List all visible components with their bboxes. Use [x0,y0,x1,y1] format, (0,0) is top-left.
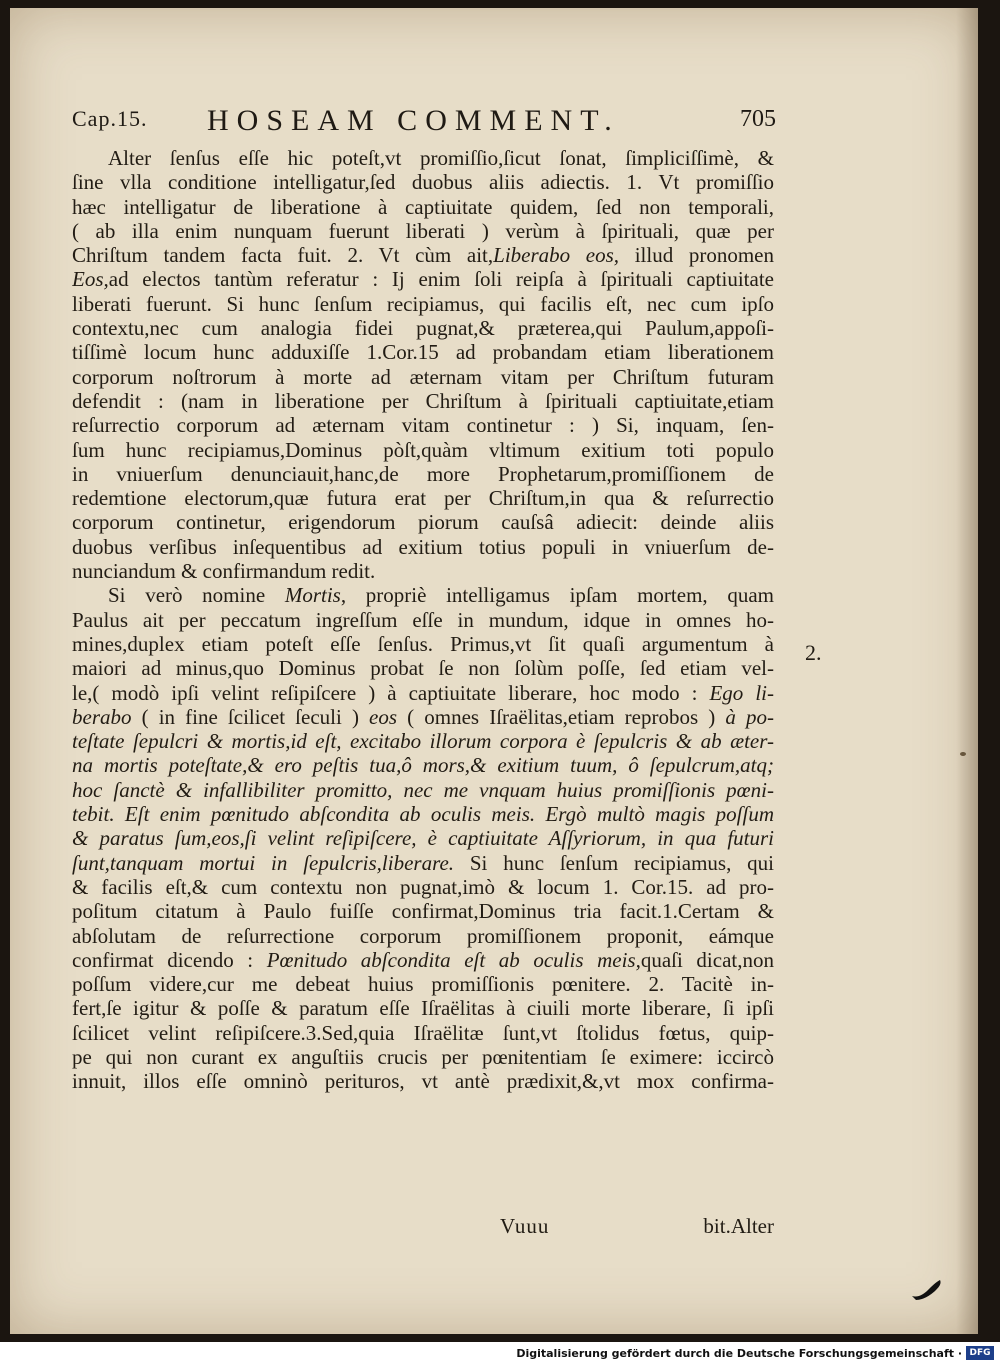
text-segment: ſcilicet velint reſipiſcere.3.Sed,quia Iſraëlitæ ſunt,vt ſtolidus fœtus, quip- [72,1020,774,1045]
text-segment: fert,ſe igitur & poſſe & paratum eſſe Iſraëlitas à ciuili morte liberare, ſi ipſi [72,996,774,1021]
text-segment: liberati fuerunt. Si hunc ſenſum recipiamus, qui facilis eſt, nec cum ipſo [72,291,774,316]
italic-segment: tebit. Eſt enim pœnitudo abſcondita ab oculis meis. Ergò multò magis poſſum [72,802,774,827]
text-line [72,316,774,340]
text-segment: abſolutam de reſurrectione corporum promiſſionem proponit, eámque [72,923,774,948]
text-line [72,608,774,632]
text-line [72,219,774,243]
text-segment: illud pronomen [619,243,774,268]
signature-mark: Vuuu [500,1214,550,1238]
text-line [72,195,774,219]
text-line [72,802,774,826]
text-line [72,510,774,534]
text-segment: nunciandum & confirmandum redit. [72,559,376,584]
text-segment: poſſum videre,cur me debeat huius promiſſionis pœnitere. 2. Tacitè in- [72,972,774,997]
text-segment: hæc intelligatur de liberatione à captiuitate quidem, ſed non temporali, [72,194,774,219]
dfg-logo: DFG [966,1346,994,1360]
ink-blot [910,1276,944,1302]
italic-segment: eos [369,704,398,729]
text-line [72,243,774,267]
text-line [72,778,774,802]
text-line [72,438,774,462]
text-line [72,924,774,948]
italic-segment: à po- [725,704,774,729]
text-line [72,535,774,559]
text-segment: reſurrectio corporum ad æternam vitam continetur : ) Si, inquam, ſen- [72,413,774,438]
italic-segment: Ego li- [709,680,774,705]
text-segment: ad electos tantùm referatur : Ij enim ſoli reipſa à ſpirituali captiuitate [108,267,774,292]
text-line [72,899,774,923]
text-segment: Chriſtum tandem facta fuit. 2. Vt cùm ait, [72,243,494,268]
text-segment: ſine vlla conditione intelligatur,ſed duobus aliis adiectis. 1. Vt promiſſio [72,170,774,195]
ink-speck [960,752,966,756]
text-segment: tiſſimè locum hunc adduxiſſe 1.Cor.15 ad probandam etiam liberationem [72,340,774,365]
banner-text: Digitalisierung gefördert durch die Deutsche Forschungsgemeinschaft · [516,1347,962,1360]
text-segment: innuit, illos eſſe omninò perituros, vt antè prædixit,&,vt mox confirma- [72,1069,774,1094]
text-segment: redemtione electorum,quæ futura erat per Chriſtum,in qua & reſurrectio [72,486,774,511]
text-segment: mines,duplex etiam poteſt eſſe ſenſus. Primus,vt ſit quaſi argumentum à [72,631,774,656]
text-line [72,462,774,486]
text-segment: Alter ſenſus eſſe hic poteſt,vt promiſſio,ſicut ſonat, ſimpliciſſimè, & [108,146,774,170]
italic-segment: teſtate ſepulcri & mortis,id eſt, excitabo illorum corpora è ſepulcris & ab æter- [72,729,774,754]
italic-segment: Mortis [284,583,341,608]
text-line [72,972,774,996]
text-line [72,292,774,316]
text-line [72,656,774,680]
text-line [72,681,774,705]
text-segment: in vniuerſum denunciauit,hanc,de more Prophetarum,promiſſionem de [72,461,774,486]
italic-segment: Pœnitudo abſcondita eſt ab oculis meis, [266,947,641,972]
text-line [72,948,774,972]
text-line [72,753,774,777]
text-segment: ſum hunc recipiamus,Dominus pòſt,quàm vltimum exitium toti populo [72,437,774,462]
text-segment: confirmat dicendo : [72,947,267,972]
text-line [72,875,774,899]
text-segment: quaſi dicat,non [640,947,774,972]
text-line [72,632,774,656]
commentary-text [72,146,774,1094]
text-segment: corporum continetur, erigendorum piorum cauſsâ adiecit: deinde aliis [72,510,774,535]
text-segment: ( ab illa enim nunquam fuerunt liberati ) verùm à ſpirituali, quæ per [72,218,774,243]
text-segment: Si verò nomine [108,583,285,608]
text-line [72,146,774,170]
text-line [72,583,774,607]
page-number: 705 [740,106,776,132]
text-segment: duobus verſibus inſequentibus ad exitium totius populi in vniuerſum de- [72,534,774,559]
italic-segment: Liberabo eos, [493,243,620,268]
running-header [72,104,776,142]
italic-segment: ſunt,tanquam mortui in ſepulcris,liberare. [72,850,455,875]
italic-segment: hoc ſanctè & infallibiliter promitto, nec me vnquam huius promiſſionis pœni- [72,777,774,802]
text-segment: ( in fine ſcilicet ſeculi ) [131,704,370,729]
text-segment: Paulus ait per peccatum ingreſſum eſſe in mundum, idque in omnes ho- [72,607,774,632]
text-segment: pe qui non curant ex anguſtiis crucis per pœnitentiam ſe eximere: iccircò [72,1044,774,1069]
text-line [72,559,774,583]
page-footer [72,1214,774,1240]
text-line [72,365,774,389]
margin-note: 2. [805,640,822,665]
italic-segment: na mortis poteſtate,& ero peſtis tua,ô mors,& exitium tuum, ô ſepulcrum,atq; [72,753,774,778]
text-segment: ( omnes Iſraëlitas,etiam reprobos ) [397,704,726,729]
italic-segment: berabo [72,704,132,729]
text-line [72,170,774,194]
catchword: bit.Alter [703,1214,774,1238]
text-segment: poſitum citatum à Paulo fuiſſe confirmat,Dominus tria facit.1.Certam & [72,899,774,924]
text-line [72,340,774,364]
digitization-banner [0,1342,1000,1364]
italic-segment: & paratus ſum,eos,ſi velint reſipiſcere, è captiuitate Aſſyriorum, in qua futuri [72,826,774,851]
text-line [72,826,774,850]
running-title: HOSEAM COMMENT. [207,104,620,137]
text-segment: Si hunc ſenſum recipiamus, qui [454,850,774,875]
text-line [72,267,774,291]
text-segment: corporum noſtrorum à morte ad æternam vitam per Chriſtum futuram [72,364,774,389]
text-segment: le,( modò ipſi velint reſipiſcere ) à captiuitate liberare, hoc modo : [72,680,710,705]
text-segment: & facilis eſt,& cum contextu non pugnat,imò & locum 1. Cor.15. ad pro- [72,874,774,899]
text-line [72,851,774,875]
text-segment: defendit : (nam in liberatione per Chriſtum à ſpirituali captiuitate,etiam [72,388,774,413]
text-line [72,1021,774,1045]
text-line [72,1069,774,1093]
text-segment: , propriè intelligamus ipſam mortem, quam [340,583,774,608]
text-segment: maiori ad minus,quo Dominus probat ſe non ſolùm poſſe, ſed etiam vel- [72,656,774,681]
text-line [72,389,774,413]
text-line [72,413,774,437]
text-line [72,705,774,729]
text-line [72,996,774,1020]
text-segment: contextu,nec cum analogia fidei pugnat,& præterea,qui Paulum,appoſi- [72,316,774,341]
book-page [10,8,978,1334]
text-line [72,729,774,753]
text-line [72,1045,774,1069]
italic-segment: Eos, [72,267,109,292]
chapter-label: Cap.15. [72,106,148,131]
text-line [72,486,774,510]
